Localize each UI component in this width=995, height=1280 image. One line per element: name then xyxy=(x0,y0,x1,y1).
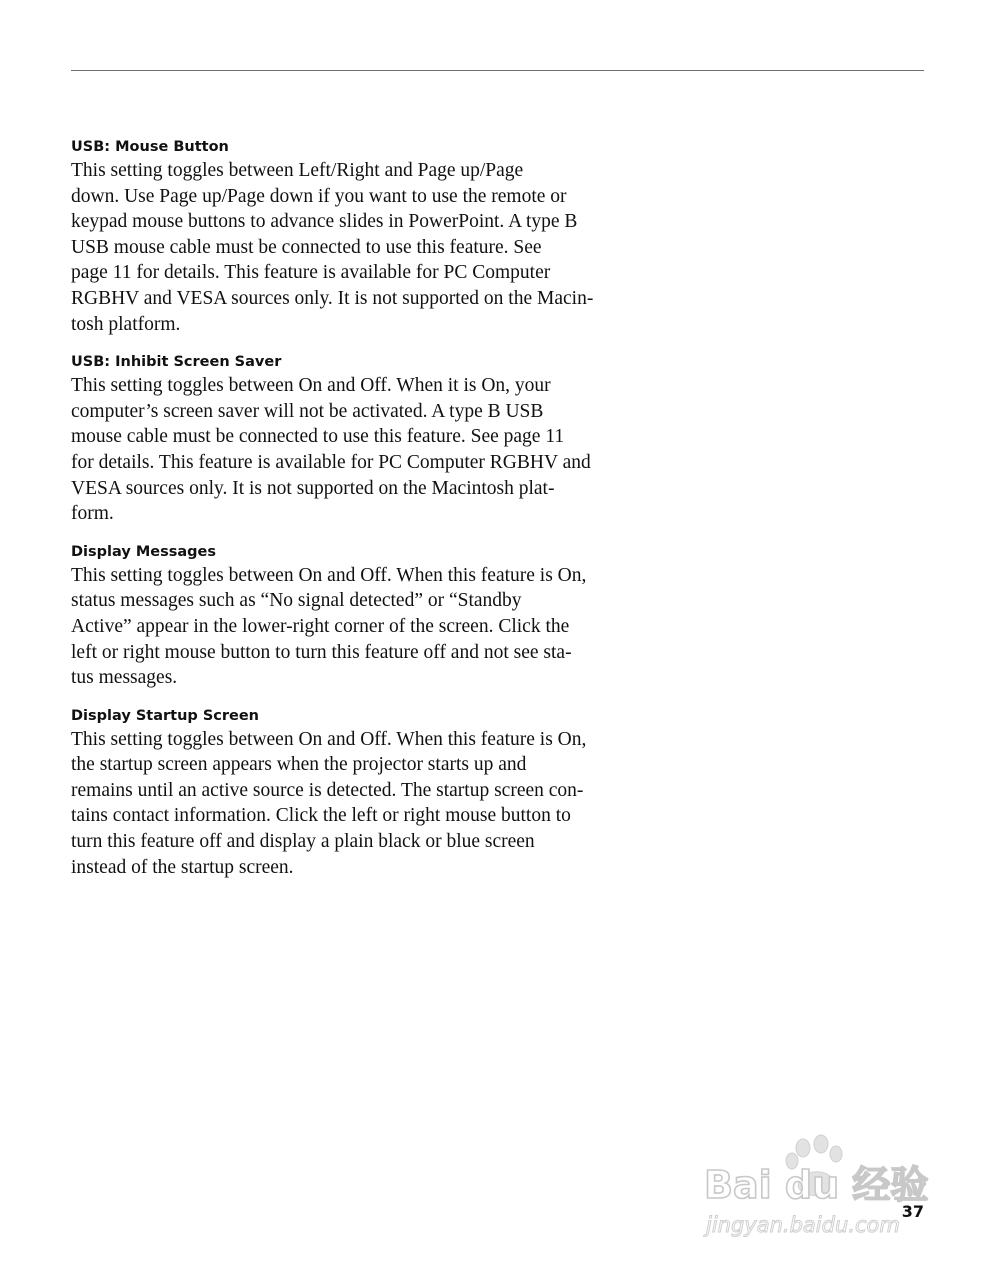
body-line: left or right mouse button to turn this feature off and not see sta- xyxy=(71,641,572,663)
body-line: status messages such as “No signal detected” or “Standby xyxy=(71,590,522,612)
section-heading: USB: Mouse Button xyxy=(71,139,229,155)
section-heading: Display Startup Screen xyxy=(71,707,259,724)
section-display-messages xyxy=(71,541,646,691)
body-line: tosh platform. xyxy=(71,313,181,335)
section-heading: Display Messages xyxy=(71,543,216,560)
header-rule xyxy=(71,70,924,71)
baidu-watermark-logo xyxy=(702,1128,934,1240)
body-line: for details. This feature is available for PC Computer RGBHV and xyxy=(71,451,591,473)
section-usb-inhibit-screen-saver xyxy=(71,351,646,527)
body-line: This setting toggles between On and Off. When it is On, your xyxy=(71,375,551,397)
body-line: computer’s screen saver will not be activated. A type B USB xyxy=(71,400,544,422)
page-content xyxy=(71,136,646,894)
body-line: tus messages. xyxy=(71,667,178,689)
section-body xyxy=(71,727,646,881)
body-line: page 11 for details. This feature is available for PC Computer xyxy=(71,262,551,284)
section-usb-mouse-button xyxy=(71,136,646,337)
section-heading: USB: Inhibit Screen Saver xyxy=(71,354,282,371)
body-line: form. xyxy=(71,503,114,525)
body-line: turn this feature off and display a plain black or blue screen xyxy=(71,831,535,853)
body-line: tains contact information. Click the left or right mouse button to xyxy=(71,805,571,827)
body-line: VESA sources only. It is not supported on the Macintosh plat- xyxy=(71,477,555,499)
body-line: mouse cable must be connected to use this feature. See page 11 xyxy=(71,426,565,448)
body-line: down. Use Page up/Page down if you want to use the remote or xyxy=(71,185,567,207)
body-line: This setting toggles between On and Off. When this feature is On, xyxy=(71,728,587,750)
watermark-brand: Bai du 经验 xyxy=(704,1163,929,1207)
section-body xyxy=(71,373,646,527)
page-number: 37 xyxy=(901,1202,924,1221)
section-body xyxy=(71,563,646,691)
body-line: remains until an active source is detected. The startup screen con- xyxy=(71,779,584,801)
watermark-url: jingyan.baidu.com xyxy=(706,1213,900,1237)
body-line: keypad mouse buttons to advance slides in PowerPoint. A type B xyxy=(71,211,578,233)
body-line: RGBHV and VESA sources only. It is not supported on the Macin- xyxy=(71,287,594,309)
body-line: This setting toggles between On and Off. When this feature is On, xyxy=(71,564,587,586)
body-line: This setting toggles between Left/Right and Page up/Page xyxy=(71,160,524,181)
body-line: Active” appear in the lower-right corner of the screen. Click the xyxy=(71,615,570,637)
body-line: the startup screen appears when the projector starts up and xyxy=(71,754,527,776)
section-body xyxy=(71,158,646,337)
section-display-startup-screen xyxy=(71,705,646,881)
body-line: USB mouse cable must be connected to use this feature. See xyxy=(71,236,542,258)
body-line: instead of the startup screen. xyxy=(71,856,294,878)
